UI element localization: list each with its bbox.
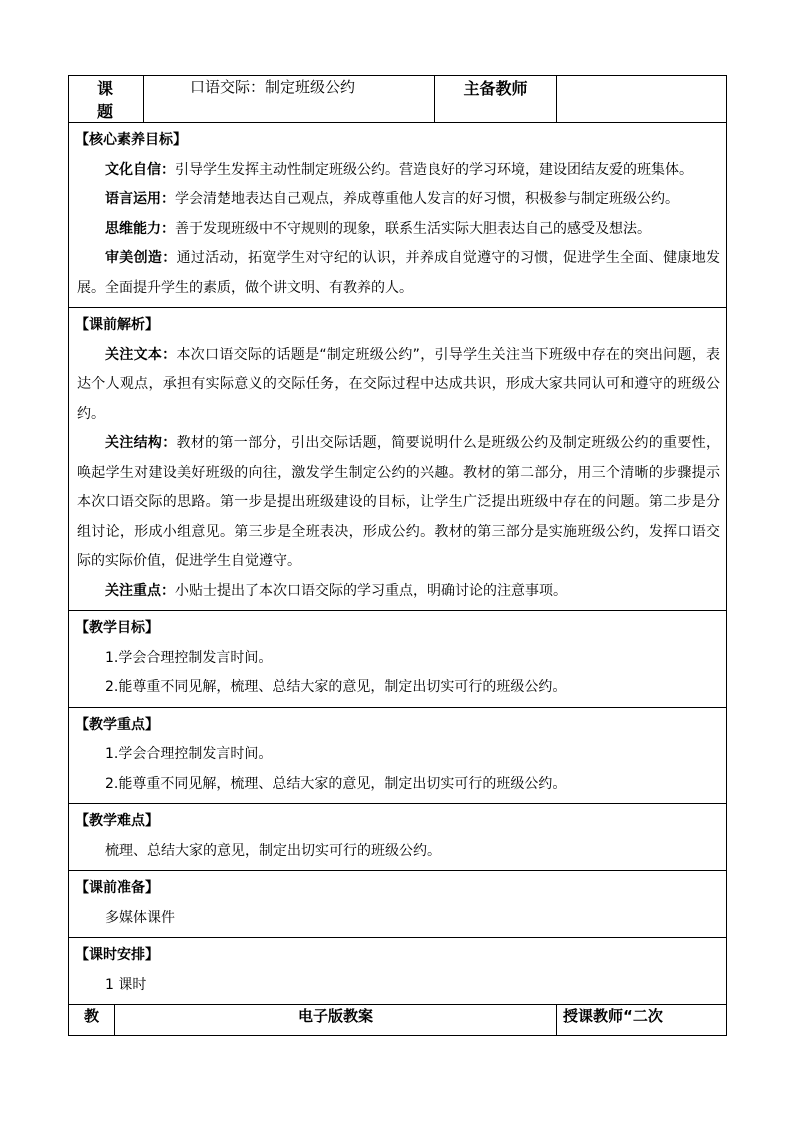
key-points-row	[69, 707, 727, 804]
footer-middle: 电子版教案	[115, 1005, 557, 1036]
teacher-label: 主备教师	[435, 76, 557, 123]
footer-right: 授课教师“二次	[557, 1005, 727, 1036]
analysis-key: 关注结构：	[105, 435, 177, 451]
goal-key: 审美创造：	[105, 250, 177, 266]
section-title: 【教学难点】	[75, 813, 159, 829]
goal-text: 引导学生发挥主动性制定班级公约。营造良好的学习环境，建设团结友爱的班集体。	[175, 161, 693, 178]
key-points-section	[69, 707, 727, 804]
teaching-goals-section	[69, 611, 727, 708]
list-item: 1.学会合理控制发言时间。	[105, 746, 273, 762]
schedule-row	[69, 938, 727, 1005]
goal-text: 通过活动，拓宽学生对守纪的认识，并养成自觉遵守的习惯，促进学生全面、健康地发展。全面提升学生的素质，做个讲文明、有教养的人。	[77, 250, 721, 296]
lesson-plan-page	[68, 75, 726, 1036]
preparation-text: 多媒体课件	[105, 909, 175, 926]
core-goals-section	[69, 123, 727, 308]
pre-analysis-row	[69, 308, 727, 611]
header-row	[69, 76, 727, 123]
difficulty-text: 梳理、总结大家的意见，制定出切实可行的班级公约。	[105, 842, 441, 859]
footer-left: 教	[69, 1005, 115, 1036]
schedule-section	[69, 938, 727, 1005]
analysis-text: 本次口语交际的话题是“制定班级公约”，引导学生关注当下班级中存在的突出问题，表达个人观点，承担有实际意义的交际任务，在交际过程中达成共识，形成大家共同认可和遵守的班级公约。	[77, 346, 721, 422]
footer-row	[69, 1005, 727, 1036]
section-title: 【教学重点】	[75, 716, 159, 733]
list-item: 1.学会合理控制发言时间。	[105, 649, 273, 666]
goal-paragraph	[77, 244, 720, 303]
analysis-key: 关注重点：	[105, 582, 175, 599]
difficulties-row	[69, 804, 727, 871]
core-goals-row	[69, 123, 727, 308]
goal-paragraph	[77, 156, 720, 186]
analysis-text: 教材的第一部分，引出交际话题，简要说明什么是班级公约及制定班级公约的重要性，唤起学生对建设美好班级的向往，激发学生制定公约的兴趣。教材的第二部分，用三个清晰的步骤提示本次口语交际的思路。第一步是提出班级建设的目标，让学生广泛提出班级中存在的问题。第二步是分组讨论，形成小组意见。第三步是全班表决，形成公约。教材的第三部分是实施班级公约，发挥口语交际的实际价值，促进学生自觉遵守。	[77, 435, 721, 569]
goal-key: 语言运用：	[105, 191, 175, 207]
schedule-text: 1 课时	[105, 976, 147, 993]
section-title: 【课前解析】	[75, 317, 159, 333]
teaching-goals-row	[69, 611, 727, 708]
course-title: 口语交际：制定班级公约	[144, 76, 435, 123]
analysis-text: 小贴士提出了本次口语交际的学习重点，明确讨论的注意事项。	[175, 582, 567, 599]
goal-paragraph	[77, 215, 720, 245]
section-title: 【教学目标】	[75, 620, 159, 636]
section-title: 【课前准备】	[75, 880, 159, 896]
pre-analysis-section	[69, 308, 727, 611]
preparation-section	[69, 871, 727, 938]
goal-key: 思维能力：	[105, 220, 175, 237]
goal-paragraph	[77, 185, 720, 215]
analysis-paragraph	[77, 429, 720, 577]
section-title: 【课时安排】	[75, 947, 159, 963]
analysis-paragraph	[77, 341, 720, 430]
teacher-value	[557, 76, 727, 123]
goal-text: 善于发现班级中不守规则的现象，联系生活实际大胆表达自己的感受及想法。	[175, 220, 651, 237]
goal-text: 学会清楚地表达自己观点，养成尊重他人发言的好习惯，积极参与制定班级公约。	[175, 191, 679, 207]
course-label: 课 题	[69, 76, 144, 123]
list-item: 2.能尊重不同见解，梳理、总结大家的意见，制定出切实可行的班级公约。	[105, 679, 567, 695]
preparation-row	[69, 871, 727, 938]
goal-key: 文化自信：	[105, 161, 175, 178]
analysis-key: 关注文本：	[105, 346, 177, 363]
analysis-paragraph	[77, 577, 720, 607]
difficulties-section	[69, 804, 727, 871]
section-title: 【核心素养目标】	[75, 132, 187, 148]
lesson-plan-table	[68, 75, 727, 1036]
list-item: 2.能尊重不同见解，梳理、总结大家的意见，制定出切实可行的班级公约。	[105, 775, 567, 792]
